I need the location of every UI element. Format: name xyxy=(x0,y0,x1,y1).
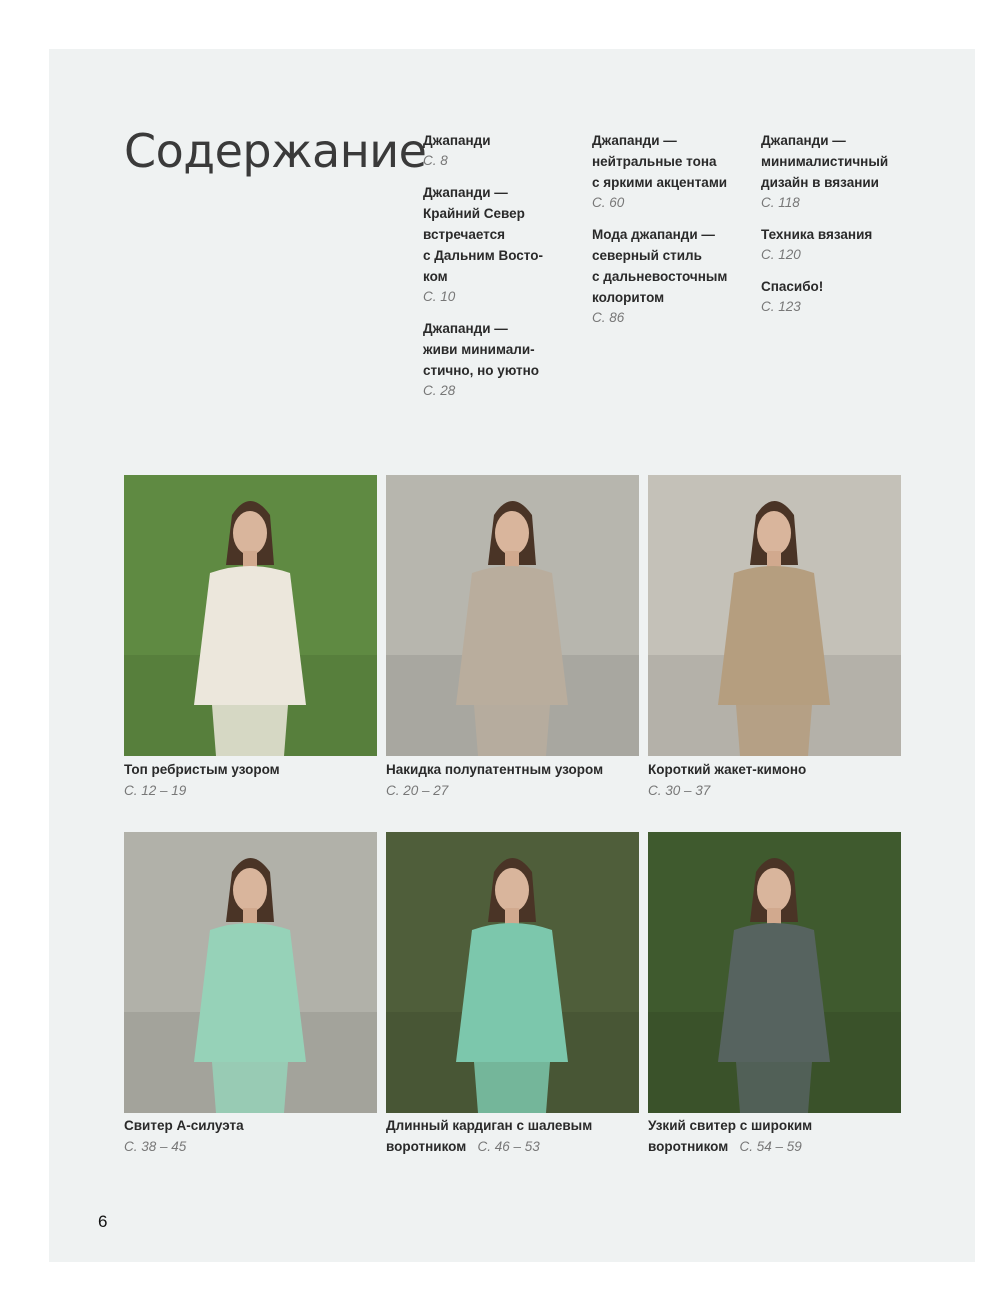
model-in-white-ribbed-top-outdoors xyxy=(124,475,377,756)
project-caption xyxy=(648,1115,913,1157)
toc-entry[interactable] xyxy=(592,224,752,328)
model-face xyxy=(233,511,267,555)
toc-entry-page: С. 118 xyxy=(761,195,800,210)
model-lower-garment xyxy=(736,705,812,756)
model-face xyxy=(757,868,791,912)
project-pages: С. 54 – 59 xyxy=(739,1139,802,1154)
toc-entry[interactable] xyxy=(761,276,921,317)
model-lower-garment xyxy=(212,705,288,756)
model-garment xyxy=(718,566,830,705)
project-caption xyxy=(386,759,651,801)
toc-entry-page: С. 60 xyxy=(592,195,625,210)
toc-entry[interactable] xyxy=(761,130,921,213)
project-pages: С. 30 – 37 xyxy=(648,783,711,798)
model-in-mint-sweater xyxy=(124,832,377,1113)
project-photo-long-cardigan[interactable] xyxy=(386,832,639,1113)
project-caption xyxy=(648,759,913,801)
model-garment xyxy=(194,923,306,1062)
toc-entry[interactable] xyxy=(423,318,583,401)
model-in-long-mint-cardigan-forest xyxy=(386,832,639,1113)
toc-entry-title: Джапанди xyxy=(423,133,491,148)
model-garment xyxy=(456,566,568,705)
model-lower-garment xyxy=(736,1062,812,1113)
toc-entry-title: Джапанди — живи минимали- стично, но уютно xyxy=(423,321,540,378)
toc-entry-title: Джапанди — нейтральные тона с яркими акцентами xyxy=(592,133,728,190)
toc-entry-title: Техника вязания xyxy=(761,227,873,242)
toc-entry[interactable] xyxy=(592,130,752,213)
model-face xyxy=(495,868,529,912)
toc-entry[interactable] xyxy=(761,224,921,265)
project-photo-narrow-sweater[interactable] xyxy=(648,832,901,1113)
toc-entry[interactable] xyxy=(423,182,583,307)
project-caption xyxy=(124,759,389,801)
model-in-kimono-jacket-and-shorts xyxy=(648,475,901,756)
toc-entry-page: С. 120 xyxy=(761,247,801,262)
toc-entry-page: С. 8 xyxy=(423,153,448,168)
toc-column-2 xyxy=(592,130,752,339)
project-title[interactable]: Свитер А-силуэта xyxy=(124,1118,244,1133)
project-title[interactable]: Накидка полупатентным узором xyxy=(386,762,604,777)
project-pages: С. 20 – 27 xyxy=(386,783,449,798)
project-title-line-1[interactable]: Длинный кардиган с шалевым xyxy=(386,1118,593,1133)
model-lower-garment xyxy=(474,1062,550,1113)
toc-entry-page: С. 10 xyxy=(423,289,456,304)
model-lower-garment xyxy=(212,1062,288,1113)
toc-entry-title: Спасибо! xyxy=(761,279,824,294)
toc-column-1 xyxy=(423,130,583,412)
project-title-line-2[interactable]: воротником xyxy=(386,1139,467,1154)
model-in-grey-green-sweater-forest xyxy=(648,832,901,1113)
project-photo-poncho[interactable] xyxy=(386,475,639,756)
toc-entry-page: С. 28 xyxy=(423,383,456,398)
toc-entry-title: Джапанди — Крайний Север встречается с Дальним Восто- ком xyxy=(423,185,543,284)
project-title[interactable]: Топ ребристым узором xyxy=(124,762,280,777)
model-garment xyxy=(194,566,306,705)
model-face xyxy=(757,511,791,555)
toc-entry-page: С. 123 xyxy=(761,299,801,314)
project-title[interactable]: Короткий жакет-кимоно xyxy=(648,762,807,777)
contents-heading: Содержание xyxy=(124,124,427,178)
page-number: 6 xyxy=(98,1212,108,1231)
model-garment xyxy=(718,923,830,1062)
project-title-line-2[interactable]: воротником xyxy=(648,1139,729,1154)
model-in-beige-poncho-and-skirt xyxy=(386,475,639,756)
project-pages: С. 46 – 53 xyxy=(477,1139,540,1154)
project-title-line-1[interactable]: Узкий свитер с широким xyxy=(648,1118,813,1133)
project-pages: С. 38 – 45 xyxy=(124,1139,187,1154)
toc-column-3 xyxy=(761,130,921,328)
project-photo-ribbed-top[interactable] xyxy=(124,475,377,756)
toc-entry[interactable] xyxy=(423,130,583,171)
model-garment xyxy=(456,923,568,1062)
project-caption xyxy=(124,1115,389,1157)
project-pages: С. 12 – 19 xyxy=(124,783,187,798)
project-caption xyxy=(386,1115,651,1157)
toc-entry-title: Мода джапанди — северный стиль с дальневосточным колоритом xyxy=(592,227,728,305)
model-face xyxy=(495,511,529,555)
project-photo-kimono-jacket[interactable] xyxy=(648,475,901,756)
project-photo-a-line-sweater[interactable] xyxy=(124,832,377,1113)
toc-entry-page: С. 86 xyxy=(592,310,625,325)
model-lower-garment xyxy=(474,705,550,756)
model-face xyxy=(233,868,267,912)
toc-entry-title: Джапанди — минималистичный дизайн в вязании xyxy=(761,133,889,190)
